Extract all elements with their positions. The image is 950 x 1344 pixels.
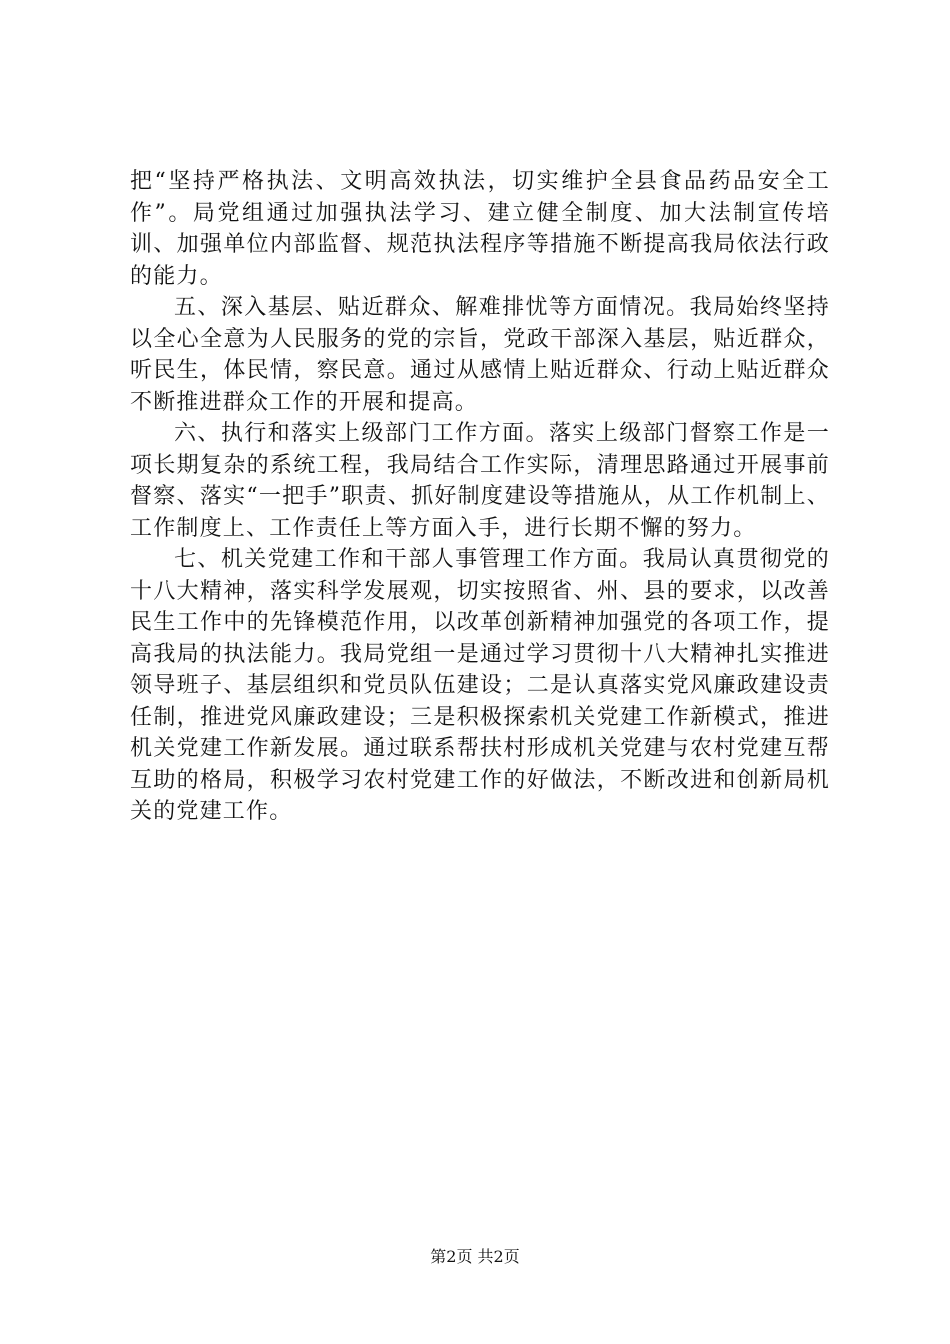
paragraph-section-five: 五、深入基层、贴近群众、解难排忧等方面情况。我局始终坚持以全心全意为人民服务的党的宗旨，党政干部深入基层，贴近群众，听民生，体民情，察民意。通过从感情上贴近群众、行动上贴近群众不断推进群众工作的开展和提高。 xyxy=(130,295,830,415)
page-number-footer: 第2页 共2页 xyxy=(430,1247,520,1266)
paragraph-section-six: 六、执行和落实上级部门工作方面。落实上级部门督察工作是一项长期复杂的系统工程，我局结合工作实际，清理思路通过开展事前督察、落实“一把手”职责、抓好制度建设等措施从，从工作机制上、工作制度上、工作责任上等方面入手，进行长期不懈的努力。 xyxy=(130,421,830,541)
paragraph-continuation: 把“坚持严格执法、文明高效执法，切实维护全县食品药品安全工作”。局党组通过加强执法学习、建立健全制度、加大法制宣传培训、加强单位内部监督、规范执法程序等措施不断提高我局依法行政的能力。 xyxy=(130,169,830,289)
document-body xyxy=(130,166,830,828)
paragraph-section-seven: 七、机关党建工作和干部人事管理工作方面。我局认真贯彻党的十八大精神，落实科学发展观，切实按照省、州、县的要求，以改善民生工作中的先锋模范作用，以改革创新精神加强党的各项工作，提高我局的执法能力。我局党组一是通过学习贯彻十八大精神扎实推进领导班子、基层组织和党员队伍建设；二是认真落实党风廉政建设责任制，推进党风廉政建设；三是积极探索机关党建工作新模式，推进机关党建工作新发展。通过联系帮扶村形成机关党建与农村党建互帮互助的格局，积极学习农村党建工作的好做法，不断改进和创新局机关的党建工作。 xyxy=(130,547,830,824)
